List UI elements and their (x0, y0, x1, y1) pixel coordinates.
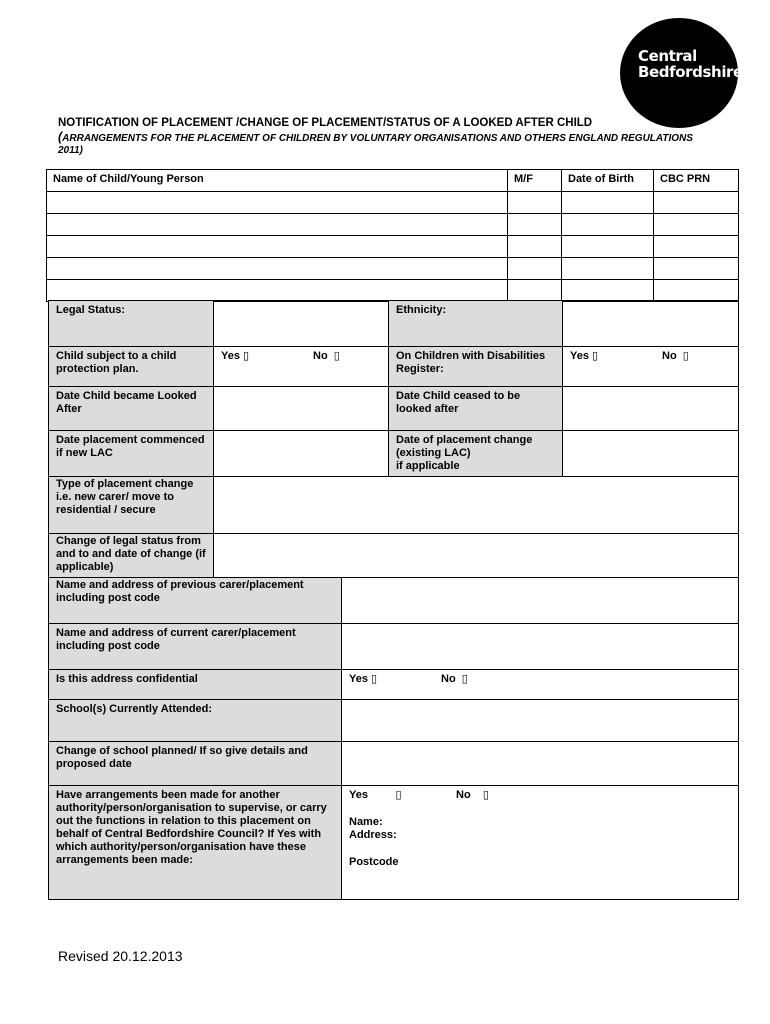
row-supervision-arrangements (49, 786, 739, 900)
header-mf: M/F (508, 170, 562, 192)
row-current-carer (49, 624, 739, 670)
current-carer-label: Name and address of current carer/placement including post code (49, 624, 342, 670)
legal-status-change-label: Change of legal status from and to and date of change (if applicable) (49, 534, 214, 578)
placement-commenced-value[interactable] (214, 431, 389, 477)
child-dob-cell[interactable] (562, 280, 654, 302)
child-name-cell[interactable] (47, 214, 508, 236)
child-dob-cell[interactable] (562, 214, 654, 236)
checkbox-icon[interactable]: ▯ (592, 350, 599, 362)
child-row (47, 192, 739, 214)
disabilities-no-option[interactable] (662, 350, 689, 363)
no-label: No (456, 789, 471, 801)
child-name-cell[interactable] (47, 280, 508, 302)
checkbox-icon[interactable]: ▯ (333, 350, 340, 362)
disabilities-register-label: On Children with Disabilities Register: (389, 347, 563, 387)
confidential-yes-option[interactable] (349, 673, 377, 686)
confidential-yes-no (349, 673, 731, 686)
row-schools-attended (49, 700, 739, 742)
no-label: No (441, 673, 456, 685)
checkbox-icon[interactable]: ▯ (243, 350, 250, 362)
protection-plan-label: Child subject to a child protection plan. (49, 347, 214, 387)
arrangements-address-label: Address: (349, 829, 397, 841)
ethnicity-value[interactable] (563, 301, 739, 347)
child-name-cell[interactable] (47, 258, 508, 280)
child-row (47, 258, 739, 280)
yes-label: Yes (349, 789, 368, 801)
arrangements-yes-option[interactable] (349, 789, 402, 802)
arrangements-postcode-label: Postcode (349, 856, 399, 868)
protection-plan-options (214, 347, 389, 387)
arrangements-yes-no (349, 789, 731, 802)
row-looked-after-dates (49, 387, 739, 431)
no-label: No (662, 350, 677, 362)
child-dob-cell[interactable] (562, 258, 654, 280)
row-protection-plan (49, 347, 739, 387)
disabilities-yes-no (570, 350, 731, 363)
school-change-label: Change of school planned/ If so give details and proposed date (49, 742, 342, 786)
child-prn-cell[interactable] (654, 236, 739, 258)
child-table-header-row (47, 170, 739, 192)
child-name-cell[interactable] (47, 236, 508, 258)
protection-plan-yes-no (221, 350, 381, 363)
yes-label: Yes (570, 350, 589, 362)
child-name-cell[interactable] (47, 192, 508, 214)
date-ceased-lac-value[interactable] (563, 387, 739, 431)
child-mf-cell[interactable] (508, 214, 562, 236)
placement-change-date-line-2: (existing LAC) (396, 447, 471, 459)
confidential-no-option[interactable] (441, 673, 468, 686)
school-change-value[interactable] (342, 742, 739, 786)
child-prn-cell[interactable] (654, 258, 739, 280)
row-legal-status-change (49, 534, 739, 578)
yes-label: Yes (349, 673, 368, 685)
ethnicity-label: Ethnicity: (389, 301, 563, 347)
title-block (58, 116, 698, 157)
type-of-placement-value[interactable] (214, 477, 739, 534)
disabilities-yes-option[interactable] (570, 350, 598, 363)
placement-commenced-label: Date placement commenced if new LAC (49, 431, 214, 477)
checkbox-icon[interactable]: ▯ (371, 673, 378, 685)
child-row (47, 280, 739, 302)
address-confidential-label: Is this address confidential (49, 670, 342, 700)
row-legal-status (49, 301, 739, 347)
placement-details-table (48, 300, 739, 900)
arrangements-no-option[interactable] (456, 789, 489, 802)
child-mf-cell[interactable] (508, 280, 562, 302)
current-carer-value[interactable] (342, 624, 739, 670)
row-address-confidential (49, 670, 739, 700)
schools-attended-label: School(s) Currently Attended: (49, 700, 342, 742)
logo-line-2: Bedfordshire (638, 63, 743, 81)
placement-change-date-label (389, 431, 563, 477)
previous-carer-value[interactable] (342, 578, 739, 624)
child-details-table (46, 169, 739, 302)
row-school-change (49, 742, 739, 786)
legal-status-change-value[interactable] (214, 534, 739, 578)
child-prn-cell[interactable] (654, 280, 739, 302)
child-row (47, 236, 739, 258)
logo-text (638, 48, 743, 80)
document-title: NOTIFICATION OF PLACEMENT /CHANGE OF PLACEMENT/STATUS OF A LOOKED AFTER CHILD (58, 117, 593, 129)
child-row (47, 214, 739, 236)
child-prn-cell[interactable] (654, 214, 739, 236)
placement-change-date-value[interactable] (563, 431, 739, 477)
row-placement-dates (49, 431, 739, 477)
child-mf-cell[interactable] (508, 236, 562, 258)
checkbox-icon[interactable]: ▯ (461, 673, 468, 685)
document-subtitle (58, 131, 698, 157)
child-dob-cell[interactable] (562, 236, 654, 258)
logo-line-1: Central (638, 47, 697, 65)
child-dob-cell[interactable] (562, 192, 654, 214)
date-became-lac-label: Date Child became Looked After (49, 387, 214, 431)
type-of-placement-label: Type of placement change i.e. new carer/ move to residential / secure (49, 477, 214, 534)
checkbox-icon[interactable]: ▯ (395, 789, 402, 801)
revision-footer: Revised 20.12.2013 (58, 948, 183, 964)
arrangements-label: Have arrangements been made for another authority/person/organisation to supervise, or carry out the functions in relation to this placement on behalf of Central Bedfordshire Council? If Yes with which authority/person/organisation have these arrangements been made: (49, 786, 342, 900)
protection-plan-no-option[interactable] (313, 350, 340, 363)
arrangements-name-label: Name: (349, 816, 383, 828)
subtitle-text: ARRANGEMENTS FOR THE PLACEMENT OF CHILDREN BY VOLUNTARY ORGANISATIONS AND OTHERS ENGLAND REGULATIONS 2011) (58, 133, 693, 156)
header-child-name: Name of Child/Young Person (47, 170, 508, 192)
checkbox-icon[interactable]: ▯ (682, 350, 689, 362)
disabilities-register-options (563, 347, 739, 387)
no-label: No (313, 350, 328, 362)
child-mf-cell[interactable] (508, 192, 562, 214)
legal-status-label: Legal Status: (49, 301, 214, 347)
protection-plan-yes-option[interactable] (221, 350, 249, 363)
arrangements-details (342, 786, 739, 900)
yes-label: Yes (221, 350, 240, 362)
placement-change-date-line-3: if applicable (396, 460, 460, 472)
placement-change-date-line-1: Date of placement change (396, 434, 533, 446)
central-bedfordshire-logo (620, 18, 743, 128)
date-became-lac-value[interactable] (214, 387, 389, 431)
previous-carer-label: Name and address of previous carer/placement including post code (49, 578, 342, 624)
row-previous-carer (49, 578, 739, 624)
child-prn-cell[interactable] (654, 192, 739, 214)
row-type-of-placement (49, 477, 739, 534)
header-cbc-prn: CBC PRN (654, 170, 739, 192)
legal-status-value[interactable] (214, 301, 389, 347)
checkbox-icon[interactable]: ▯ (482, 789, 489, 801)
address-confidential-options (342, 670, 739, 700)
schools-attended-value[interactable] (342, 700, 739, 742)
subtitle-open-paren: ( (58, 130, 63, 144)
date-ceased-lac-label: Date Child ceased to be looked after (389, 387, 563, 431)
child-mf-cell[interactable] (508, 258, 562, 280)
header-date-of-birth: Date of Birth (562, 170, 654, 192)
